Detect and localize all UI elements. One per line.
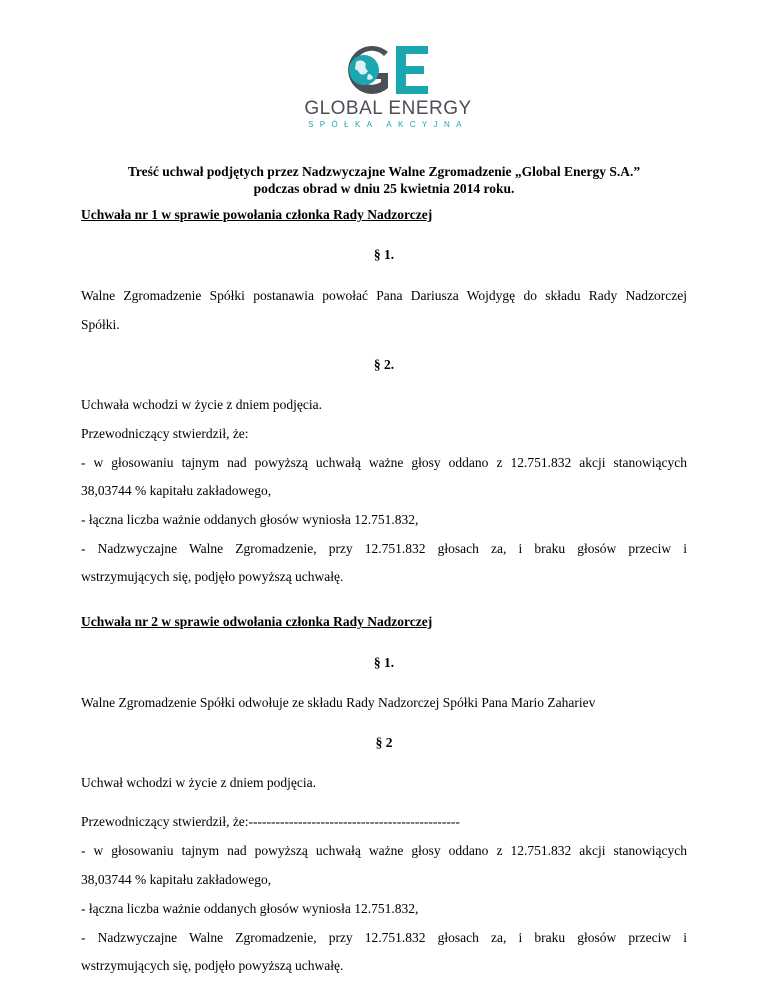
resolution-1-chair: Przewodniczący stwierdził, że: [81,426,249,441]
resolution-1-section-1-line-1: Walne Zgromadzenie Spółki postanawia powołać Pana Dariusza Wojdygę do składu Rady Nadzorczej [81,288,687,303]
resolution-2-vote-line-2: 38,03744 % kapitału zakładowego, [81,872,272,887]
resolution-2-effective: Uchwał wchodzi w życie z dniem podjęcia. [81,775,317,790]
title-line-1: Treść uchwał podjętych przez Nadzwyczajne Walne Zgromadzenie „Global Energy S.A.” [127,164,641,179]
resolution-1-effective: Uchwała wchodzi w życie z dniem podjęcia. [81,397,323,412]
resolution-1-heading: Uchwała nr 1 w sprawie powołania członka Rady Nadzorczej [81,207,433,222]
resolution-2-vote-line-1: - w głosowaniu tajnym nad powyższą uchwałą ważne głosy oddano z 12.751.832 akcji stanowiących [81,843,687,858]
resolution-1-result-line-1: - Nadzwyczajne Walne Zgromadzenie, przy 12.751.832 głosach za, i braku głosów przeciw i [81,541,687,556]
resolution-1-vote-line-2: 38,03744 % kapitału zakładowego, [81,483,272,498]
company-logo [300,40,476,136]
resolution-2-result-line-2: wstrzymujących się, podjęło powyższą uchwałę. [81,958,344,973]
resolution-2-section-1-mark: § 1. [373,655,395,670]
document-title [80,163,688,197]
resolution-1-vote-line-1: - w głosowaniu tajnym nad powyższą uchwałą ważne głosy oddano z 12.751.832 akcji stanowiących [81,455,687,470]
resolution-1-section-2-mark: § 2. [373,357,395,372]
resolution-2-section-2-mark: § 2 [375,735,393,750]
logo-name: GLOBAL ENERGY [304,98,472,119]
resolution-1-section-1-line-2: Spółki. [81,317,120,332]
resolution-2-section-1-line-1: Walne Zgromadzenie Spółki odwołuje ze składu Rady Nadzorczej Spółki Pana Mario Zahariev [81,695,596,710]
resolution-2-heading: Uchwała nr 2 w sprawie odwołania członka Rady Nadzorczej [81,614,433,629]
resolution-2-result-line-1: - Nadzwyczajne Walne Zgromadzenie, przy 12.751.832 głosach za, i braku głosów przeciw i [81,930,687,945]
logo-subtitle: SPÓŁKA AKCYJNA [308,120,468,129]
resolution-2-chair: Przewodniczący stwierdził, że:----------------------------------------------- [81,814,460,829]
resolution-1-result-line-2: wstrzymujących się, podjęło powyższą uchwałę. [81,569,344,584]
resolution-1-total-votes: - łączna liczba ważnie oddanych głosów wyniosła 12.751.832, [81,512,419,527]
ge-emblem-icon [300,40,476,100]
title-line-2: podczas obrad w dniu 25 kwietnia 2014 roku. [253,181,515,196]
resolution-1-section-1-mark: § 1. [373,247,395,262]
resolution-2-total-votes: - łączna liczba ważnie oddanych głosów wyniosła 12.751.832, [81,901,419,916]
